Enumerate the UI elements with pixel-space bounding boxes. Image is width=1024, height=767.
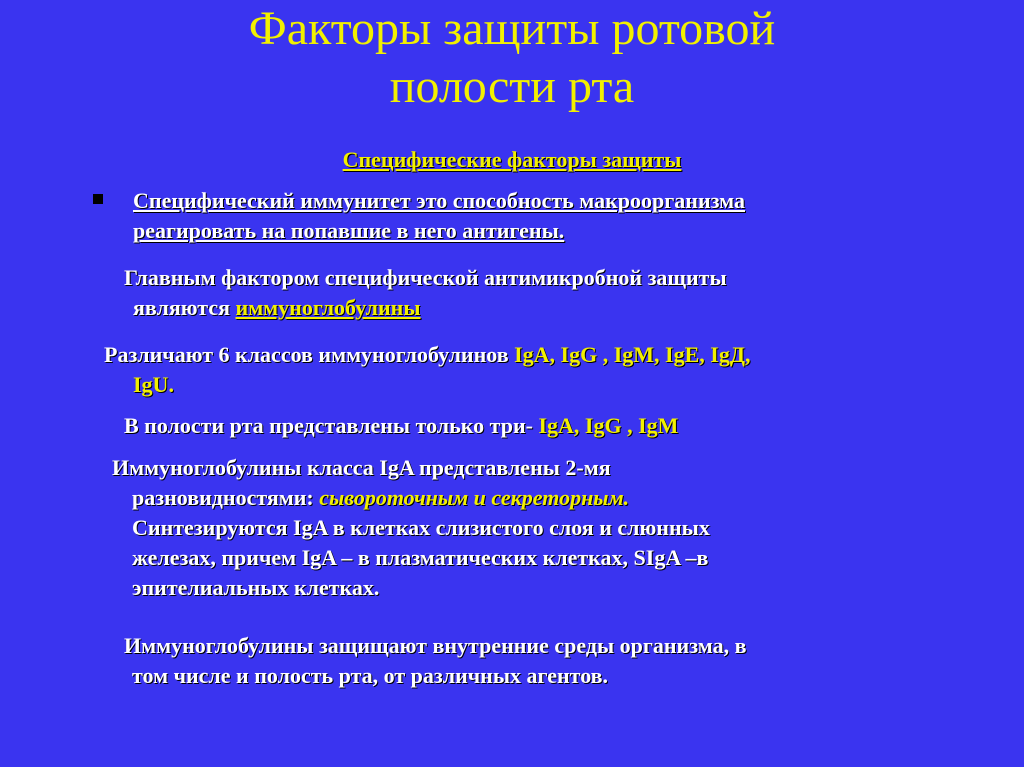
slide-title (0, 0, 1024, 116)
slide-title-line-1: Факторы защиты ротовой (248, 2, 776, 55)
square-bullet-icon (93, 194, 103, 204)
paragraph-main-factor (124, 263, 727, 323)
paragraph-immunoglobulins-protect (124, 631, 746, 691)
paragraph-specific-immunity-line-1: Специфический иммунитет это способность макроорганизма (133, 188, 745, 213)
slide-title-line-2: полости рта (389, 60, 635, 113)
paragraph-main-factor-line-1: Главным фактором специфической антимикробной защиты (124, 265, 727, 290)
paragraph-protect-line-1: Иммуноглобулины защищают внутренние среды организма, в (124, 633, 747, 658)
paragraph-oral-cavity-text: В полости рта представлены только три- (124, 413, 539, 438)
immunoglobulin-classes-list-end: IgU. (133, 372, 174, 397)
immunoglobulin-classes-list: IgA, IgG , IgM, IgE, IgД, (514, 342, 751, 367)
paragraph-specific-immunity (133, 186, 745, 246)
paragraph-iga-line-4: железах, причем IgA – в плазматических клетках, SIgA –в (132, 545, 709, 570)
paragraph-six-classes (104, 340, 750, 400)
paragraph-iga-line-5: эпителиальных клетках. (132, 575, 380, 600)
paragraph-iga-line-2: разновидностями: (132, 485, 320, 510)
immunoglobulins-highlight: иммуноглобулины (235, 295, 421, 320)
paragraph-main-factor-line-2: являются (133, 295, 236, 320)
iga-varieties-highlight: сывороточным и секреторным. (319, 485, 630, 510)
oral-cavity-classes-list: IgA, IgG , IgM (538, 413, 679, 438)
paragraph-iga-line-1: Иммуноглобулины класса IgA представлены 2-мя (112, 455, 611, 480)
paragraph-protect-line-2: том числе и полость рта, от различных агентов. (132, 663, 609, 688)
paragraph-iga-varieties (112, 453, 710, 603)
paragraph-specific-immunity-line-2: реагировать на попавшие в него антигены. (133, 218, 565, 243)
paragraph-iga-line-3: Синтезируются IgA в клетках слизистого слоя и слюнных (132, 515, 710, 540)
slide-subtitle: Специфические факторы защиты (342, 147, 682, 172)
paragraph-six-classes-text: Различают 6 классов иммуноглобулинов (104, 342, 515, 367)
paragraph-oral-cavity-classes (124, 411, 678, 441)
